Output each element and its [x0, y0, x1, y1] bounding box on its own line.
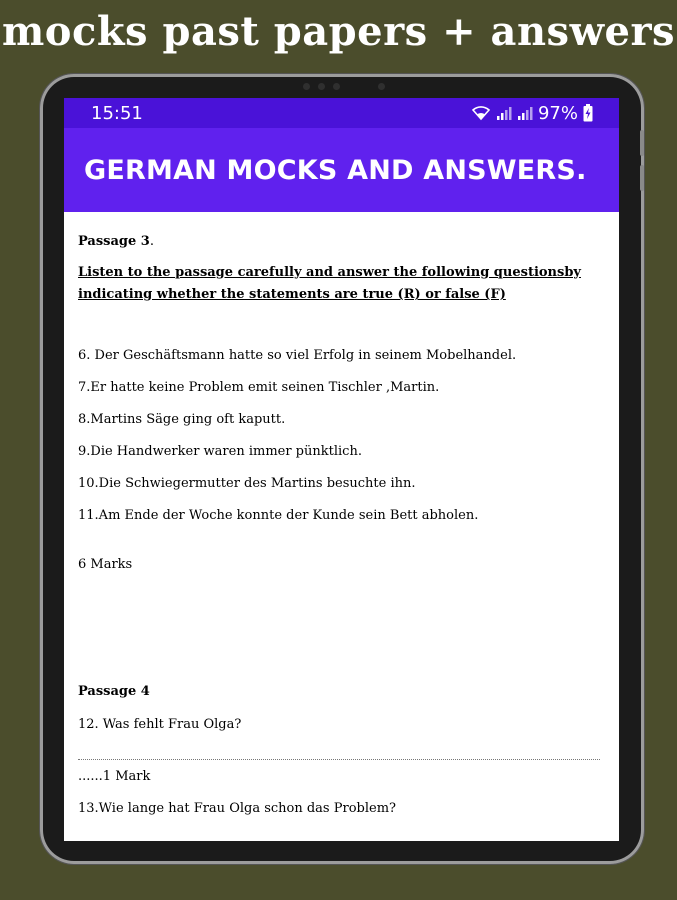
app-bar — [64, 128, 619, 212]
question-10: 10.Die Schwiegermutter des Martins besuchte ihn. — [78, 476, 416, 491]
question-7: 7.Er hatte keine Problem emit seinen Tischler ,Martin. — [78, 380, 440, 395]
power-button — [640, 165, 644, 191]
sensor-dot — [333, 83, 340, 90]
question-13: 13.Wie lange hat Frau Olga schon das Problem? — [78, 801, 396, 816]
answer-line — [78, 759, 600, 760]
instruction-line-2: indicating whether the statements are true (R) or false (F) — [78, 287, 506, 302]
question-11: 11.Am Ende der Woche konnte der Kunde sein Bett abholen. — [78, 508, 479, 523]
banner-title: mocks past papers + answers — [1, 8, 676, 55]
instruction-line-1: Listen to the passage carefully and answer the following questionsby — [78, 265, 581, 280]
battery-percent: 97% — [537, 102, 578, 124]
question-12: 12. Was fehlt Frau Olga? — [78, 717, 242, 732]
battery-charging-icon — [583, 104, 593, 122]
status-bar — [64, 98, 619, 128]
passage4-heading: Passage 4 — [78, 684, 150, 699]
question-8: 8.Martins Säge ging oft kaputt. — [78, 412, 286, 427]
marks-total: 6 Marks — [78, 557, 133, 572]
camera-lens — [318, 83, 325, 90]
signal-icon-2 — [517, 105, 533, 121]
question-9: 9.Die Handwerker waren immer pünktlich. — [78, 444, 362, 459]
phone-screen[interactable] — [64, 98, 619, 841]
volume-button — [640, 130, 644, 156]
question-6: 6. Der Geschäftsmann hatte so viel Erfolg in seinem Mobelhandel. — [78, 348, 517, 363]
sensor-dot — [303, 83, 310, 90]
app-title: GERMAN MOCKS AND ANSWERS. — [84, 154, 587, 186]
status-time: 15:51 — [91, 102, 143, 124]
wifi-icon — [471, 105, 491, 121]
sensor-dot — [378, 83, 385, 90]
signal-icon-1 — [496, 105, 512, 121]
passage3-heading: Passage 3. — [78, 234, 154, 249]
mark-1: ......1 Mark — [78, 769, 151, 784]
